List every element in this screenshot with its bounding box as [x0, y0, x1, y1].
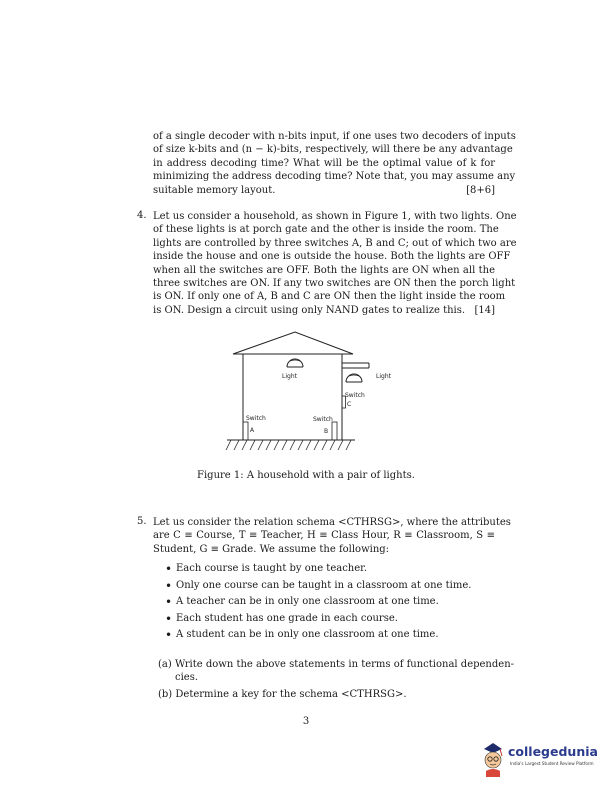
- q4-line: Let us consider a household, as shown in Figure 1, with two lights. One: [153, 211, 517, 222]
- q4-line: inside the house and one is outside the house. Both the lights are OFF: [153, 251, 511, 263]
- household-figure: [225, 330, 415, 470]
- assumption-list: [165, 562, 471, 645]
- house-roof: [233, 332, 353, 354]
- q5-line: Let us consider the relation schema <CTHRSG>, where the attributes: [153, 517, 511, 528]
- question-3-continuation: [153, 130, 516, 197]
- q4-line: when all the switches are OFF. Both the lights are ON when all the: [153, 264, 495, 276]
- inside-light-label: Light: [282, 373, 297, 380]
- page-number: 3: [302, 716, 310, 727]
- list-item: • Only one course can be taught in a classroom at one time.: [165, 579, 471, 596]
- switch-c-label: Switch: [345, 392, 365, 399]
- switch-a-label: Switch: [246, 415, 266, 422]
- switch-a-letter: A: [250, 427, 255, 434]
- q3-last-line: [153, 184, 495, 197]
- figure-caption: Figure 1: A household with a pair of lights.: [197, 470, 415, 481]
- switch-c-letter: C: [347, 401, 352, 408]
- q4-line: is ON. If only one of A, B and C are ON then the light inside the room: [153, 291, 506, 303]
- question-5-text: [153, 516, 511, 556]
- ground-hatching: [226, 440, 351, 450]
- q4-last-line: [153, 304, 495, 317]
- q4-line: lights are controlled by three switches A, B and C; out of which two are: [153, 237, 517, 249]
- collegedunia-logo: [478, 741, 598, 777]
- q3-line: minimizing the address decoding time? Note that, you may assume any: [153, 171, 516, 183]
- q3-last-text: suitable memory layout.: [153, 184, 276, 196]
- q4-last-text: is ON. Design a circuit using only NAND gates to realize this.: [153, 304, 466, 316]
- list-item: • A teacher can be in only one classroom at one time.: [165, 595, 471, 612]
- q3-line: of a single decoder with n-bits input, if one uses two decoders of inputs: [153, 131, 516, 142]
- switch-b-letter: B: [324, 428, 329, 435]
- q4-line: of these lights is at porch gate and the other is inside the room. The: [153, 224, 499, 236]
- part-a-line-2: cies.: [175, 672, 199, 684]
- porch-light-label: Light: [376, 373, 391, 380]
- switch-b-icon: [332, 422, 337, 440]
- list-item: • Each student has one grade in each course.: [165, 612, 471, 629]
- mascot-icon: [478, 741, 508, 777]
- brand-tagline: India's Largest Student Review Platform: [510, 761, 594, 766]
- list-item: • A student can be in only one classroom at one time.: [165, 628, 471, 645]
- list-item: • Each course is taught by one teacher.: [165, 562, 471, 579]
- q3-line: of size k-bits and (n − k)-bits, respectively, will there be any advantage: [153, 144, 513, 156]
- q4-line: three switches are ON. If any two switches are ON then the porch light: [153, 278, 516, 290]
- part-a: [158, 658, 515, 685]
- switch-b-label: Switch: [313, 416, 333, 423]
- question-4-number: 4.: [137, 210, 147, 221]
- q3-line: in address decoding time? What will be the optimal value of k for: [153, 157, 495, 169]
- part-a-line-1: (a) Write down the above statements in terms of functional dependen-: [158, 659, 515, 670]
- brand-name: collegedunia: [508, 744, 598, 759]
- q4-marks: [14]: [474, 304, 495, 316]
- question-4-text: [153, 210, 517, 317]
- q5-last-line: Student, G ≡ Grade. We assume the following:: [153, 543, 390, 555]
- q5-line: are C ≡ Course, T ≡ Teacher, H ≡ Class Hour, R ≡ Classroom, S ≡: [153, 530, 495, 542]
- question-5-number: 5.: [137, 516, 147, 527]
- inside-light-icon: [287, 359, 303, 367]
- switch-a-icon: [243, 422, 248, 440]
- part-b: (b) Determine a key for the schema <CTHRSG>.: [158, 689, 407, 700]
- q3-marks: [8+6]: [466, 184, 495, 196]
- porch-light-icon: [346, 374, 362, 382]
